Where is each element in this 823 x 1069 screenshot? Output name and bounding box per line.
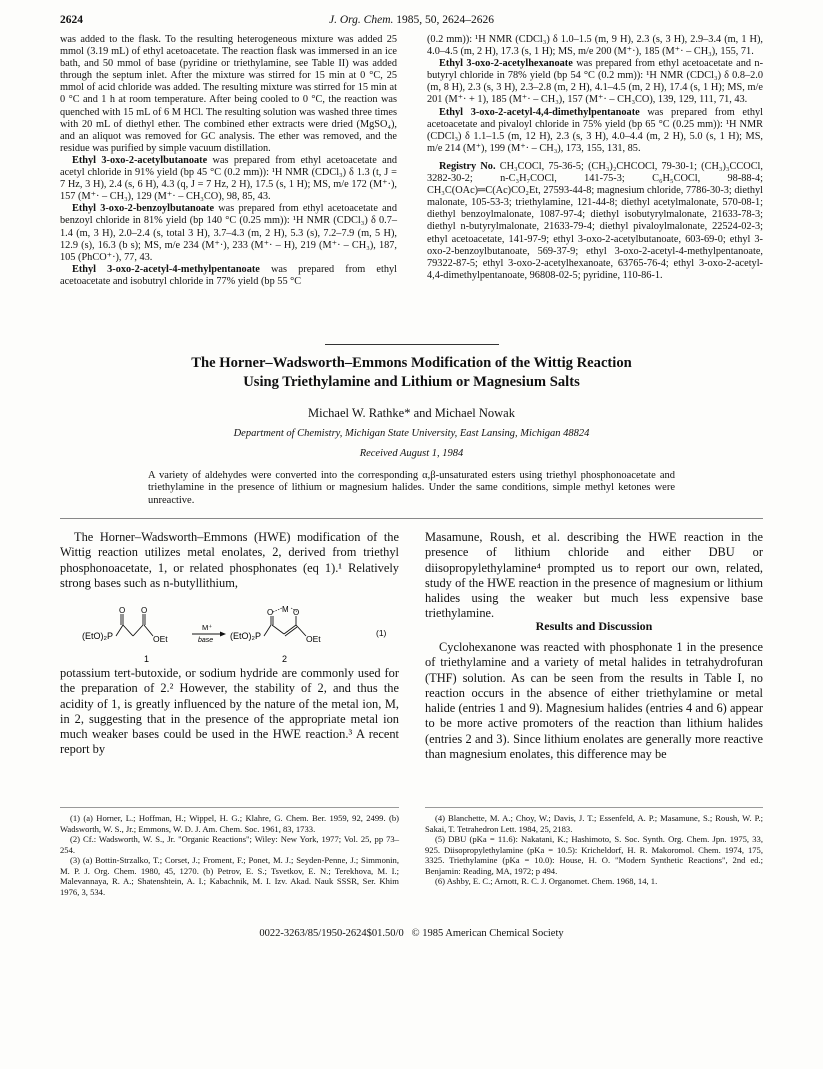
footnote-rule-left: [60, 807, 399, 808]
authors: Michael W. Rathke* and Michael Nowak: [308, 406, 515, 420]
prev-article-left-column: [60, 34, 397, 288]
abstract: A variety of aldehydes were converted into the corresponding α,β-unsaturated esters using triethyl phosphonoacetate and triethylamine in the presence of lithium or magnesium halides. Under the same conditions, simple methyl ketones were unreactive.: [148, 470, 675, 506]
page-footer: [0, 928, 823, 939]
equation-svg: [60, 606, 399, 664]
compound-label-1: 1: [144, 654, 150, 664]
abstract-rule: [60, 518, 763, 519]
footnotes-right: [425, 813, 763, 887]
intro-paragraph-2: potassium tert-butoxide, or sodium hydride are commonly used for the preparation of 2.² However, the stability of 2, and thus the acidity of 1, is greatly influenced by the nature of the metal ion, M, in 2, suggesting that in the presence of the appropriate metal ion much weaker bases could be used in the HWE reaction.³ A recent report by: [60, 666, 399, 757]
equation-1: [60, 606, 399, 664]
ethoxy-label-2: OEt: [306, 634, 321, 644]
journal-name: J. Org. Chem.: [328, 14, 394, 26]
footnote: (3) (a) Bottin-Strzalko, T.; Corset, J.; Froment, F.; Ponet, M. J.; Seyden-Penne, J.; Simmonin, M. P. J. Org. Chem. 1980, 45, 1270. (b) Petrov, E. S.; Tsvetkov, E. N.; Terekhova, M. I.; Malevannaya, R. A.; Shatenshtein, A. I.; Kabachnik, M. I. Izv. Akad. Nauk SSSR, Ser. Khim 1976, 3, 534.: [60, 855, 399, 897]
received-date: Received August 1, 1984: [359, 448, 464, 459]
chelate-oxygen-right: O: [293, 608, 300, 617]
prev-paragraph: Ethyl 3-oxo-2-acetylhexanoate was prepared from ethyl acetoacetate and n-butyryl chloride in 78% yield (bp 54 °C (0.2 mm)): ¹H NMR (CDCl₃) δ 0.8–2.0 (m, 8 H), 2.3 (s, 3 H), 2.3–2.8 (m, 2 H), 4.1–4.5 (m, 2 H), 17.4 (s, 1 H); MS, m/e 201 (M⁺· + 1), 185 (M⁺· – CH₃), 157 (M⁺· – CH₃CO), 139, 129, 111, 71, 43.: [427, 58, 763, 106]
footnote: (6) Ashby, E. C.; Arnott, R. C. J. Organomet. Chem. 1968, 14, 1.: [435, 876, 658, 886]
article-separator: [325, 344, 499, 345]
results-paragraph: Cyclohexanone was reacted with phosphonate 1 in the presence of triethylamine and a variety of metal halides in tetrahydrofuran (THF) solution. As can be seen from the results in Table I, no reaction occurs in the absence of either triethylamine or metal halide (entries 1 and 9). Magnesium halides (entries 4 and 6) appear to be more active promoters of the reaction than lithium halides (entries 2 and 3). Since lithium enolates are generally more reactive than magnesium enolates, this difference may be: [425, 640, 763, 762]
article-title-line-1: The Horner–Wadsworth–Emmons Modification of the Wittig Reaction: [191, 355, 632, 371]
footnote: (1) (a) Horner, L.; Hoffman, H.; Wippel, H. G.; Klahre, G. Chem. Ber. 1959, 92, 2499. (b) Wadsworth, W. S., Jr.; Emmons, W. D. J. Am. Chem. Soc. 1961, 83, 1733.: [60, 813, 399, 834]
page-number: 2624: [60, 14, 83, 26]
article-title-line-2: Using Triethylamine and Lithium or Magnesium Salts: [243, 374, 580, 390]
prev-paragraph: Ethyl 3-oxo-2-benzoylbutanoate was prepared from ethyl acetoacetate and benzoyl chloride in 81% yield (bp 140 °C (0.25 mm)): ¹H NMR (CDCl₃) δ 0.7–1.4 (m, 3 H), 2.0–2.4 (s, total 3 H), 3.7–4.3 (m, 2 H), 5.3 (s), 7.2–7.9 (m, 5 H), 12.9 (s), 16.3 (b s); MS, m/e 234 (M⁺·), 233 (M⁺· – H), 219 (M⁺· – CH₃), 187, 105 (PhCO⁺·), 77, 43.: [60, 203, 397, 263]
footnote: (5) DBU (pKa = 11.6): Nakatani, K.; Hashimoto, S. Soc. Synth. Org. Chem. Jpn. 1975, 33, 925. Diisopropylethylamine (pKa = 10.5): Kricheldorf, H. R. Makoromol. Chem. 1974, 175, 3325. Triethylamine (pKa = 10.0): House, H. O. "Modern Synthetic Reactions", 2nd ed.; Benjamin: Reading, MA, 1972; p 494.: [425, 834, 763, 876]
prev-article-right-column: [427, 34, 763, 282]
metal-label: M: [282, 606, 289, 614]
prev-paragraph: Ethyl 3-oxo-2-acetyl-4,4-dimethylpentanoate was prepared from ethyl acetoacetate and pivaloyl chloride in 75% yield (bp 65 °C (0.25 mm)): ¹H NMR (CDCl₃) δ 1.1–1.5 (m, 12 H), 2.3 (s, 3 H), 4.0–4.4 (m, 2 H), 5.0 (s, 1 H); MS, m/e 214 (M⁺), 199 (M⁺· – CH₃), 173, 155, 131, 85.: [427, 106, 763, 154]
reactant-phosphonate-label: (EtO)₂P: [82, 631, 113, 641]
product-phosphonate-label: (EtO)₂P: [230, 631, 261, 641]
prev-paragraph: Ethyl 3-oxo-2-acetylbutanoate was prepared from ethyl acetoacetate and acetyl chloride in 91% yield (bp 45 °C (0.2 mm)): ¹H NMR (CDCl₃) δ 1.3 (t, J = 7 Hz, 3 H), 2.4 (s, 6 H), 4.3 (q, J = 7 Hz, 2 H), 17.5 (s, 1 H); MS, m/e 172 (M⁺·), 157 (M⁺· – CH₃), 129 (M⁺· – CH₃CO), 98, 85, 43.: [60, 154, 397, 203]
footnote-rule-right: [425, 807, 763, 808]
prev-paragraph: was added to the flask. To the resulting heterogeneous mixture was added 25 mmol (3.19 mL) of ethyl acetoacetate. The reaction flask was immersed in an ice bath, and 50 mmol of base (pyridine or triethylamine, see Table II) was added through the septum inlet. After the mixture was stirred for 15 min at 0 °C, 25 mmol of acid chloride was added. The resulting mixture was stirred for 15 min at 0 °C and 1 h at room temperature. After being cooled to 0 °C, the reaction was quenched with 15 mL of 6 M HCl. The resulting solution was washed three times with 20 mL of diethyl ether. The combined ether extracts were dried (MgSO₄), and an aliquot was removed for GC analysis. The ether was removed, and the residue was purified by simple vacuum distillation.: [60, 34, 397, 154]
carbonyl-oxygen-label: O: [119, 606, 126, 615]
ester-oxygen-label: O: [141, 606, 148, 615]
ethoxy-label-1: OEt: [153, 634, 168, 644]
running-head: [0, 14, 823, 26]
registry-numbers: Registry No. CH₃COCl, 75-36-5; (CH₃)₂CHCOCl, 79-30-1; (CH₃)₃CCOCl, 3282-30-2; n-C₃H₇COCl, 141-75-3; C₆H₅COCl, 98-88-4; CH₃C(OAc)═C(Ac)CO₂Et, 27593-44-8; magnesium chloride, 7786-30-3; diethyl malonate, 105-53-3; triethylamine, 121-44-8; diethyl acetylmalonate, 570-08-1; diethyl benzoylmalonate, 1087-97-4; diethyl isobutyrylmalonate, 21633-78-3; diethyl n-butyrylmalonate, 21633-79-4; diethyl pivaloylmalonate, 22524-02-3; ethyl acetoacetate, 141-97-9; ethyl 3-oxo-2-acetylbutanoate, 603-69-0; ethyl 3-oxo-2-benzoylbutanoate, 569-37-9; ethyl 3-oxo-2-acetyl-4-methylpentanoate, 79322-87-5; ethyl 3-oxo-2-acetylhexanoate, 63765-76-4; ethyl 3-oxo-2-acetyl-4,4-dimethylpentanoate, 96808-02-5; pyridine, 110-86-1.: [427, 160, 763, 281]
intro-paragraph-3: Masamune, Roush, et al. describing the HWE reaction in the presence of lithium chloride and either DBU or diisopropylethylamine⁴ prompted us to report our own, related, study of the HWE reaction in the presence of magnesium or lithium halides using the weaker but much less expensive base triethylamine.: [425, 530, 763, 621]
journal-year-volume: 1985, 50, 2624–2626: [396, 14, 495, 26]
footnote: (4) Blanchette, M. A.; Choy, W.; Davis, J. T.; Essenfeld, A. P.; Masamune, S.; Roush, W. P.; Sakai, T. Tetrahedron Lett. 1984, 25, 2183.: [425, 813, 763, 834]
affiliation: Department of Chemistry, Michigan State University, East Lansing, Michigan 48824: [233, 428, 590, 439]
chelate-oxygen-left: O: [267, 608, 274, 617]
section-heading: Results and Discussion: [535, 619, 653, 633]
copyright: © 1985 American Chemical Society: [411, 928, 564, 939]
article-code: 0022-3263/85/1950-2624$01.50/0: [259, 928, 404, 939]
footnote: (2) Cf.: Wadsworth, W. S., Jr. "Organic Reactions"; Wiley: New York, 1977; Vol. 25, pp 73–254.: [60, 834, 399, 855]
prev-paragraph: Ethyl 3-oxo-2-acetyl-4-methylpentanoate was prepared from ethyl acetoacetate and isobutryl chloride in 77% yield (bp 55 °C: [60, 263, 397, 287]
intro-paragraph-1: The Horner–Wadsworth–Emmons (HWE) modification of the Wittig reaction utilizes metal enolates, 2, derived from triethyl phosphonoacetate, 1, or related phosphonates (eq 1).¹ Relatively strong bases such as n-butyllithium,: [60, 530, 399, 590]
equation-number: (1): [376, 628, 387, 638]
arrow-reagent-top: M⁺: [202, 623, 213, 632]
footnotes-left: [60, 813, 399, 897]
prev-paragraph: (0.2 mm)): ¹H NMR (CDCl₃) δ 1.0–1.5 (m, 9 H), 2.3 (s, 3 H), 2.9–3.4 (m, 1 H), 4.0–4.5 (m, 2 H), 17.3 (s, 1 H); MS, m/e 200 (M⁺·), 185 (M⁺· – CH₃), 155, 71.: [427, 34, 763, 58]
compound-label-2: 2: [282, 654, 288, 664]
arrow-reagent-bottom: base: [198, 637, 214, 644]
